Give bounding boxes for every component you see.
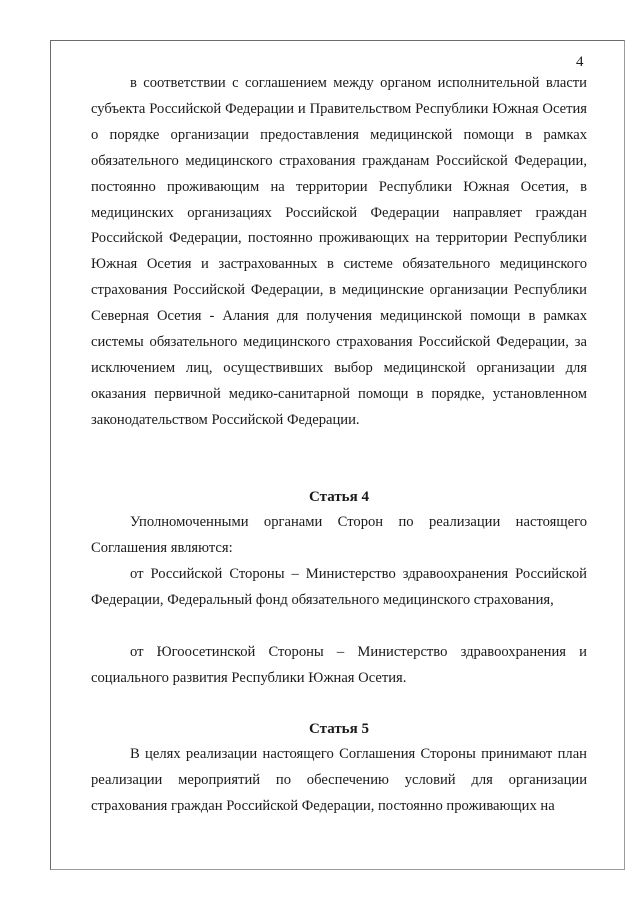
article-4-paragraph-3: от Югоосетинской Стороны – Министерство здравоохранения и социального развития Республики Южная Осетия.: [91, 644, 587, 686]
article-4-paragraph-2: от Российской Стороны – Министерство здравоохранения Российской Федерации, Федеральный фонд обязательного медицинского страхования,: [91, 566, 587, 608]
page-number: 4: [576, 54, 584, 70]
article-4-paragraph-1: Уполномоченными органами Сторон по реализации настоящего Соглашения являются:: [91, 514, 587, 556]
article-5-paragraph-1: В целях реализации настоящего Соглашения Стороны принимают план реализации мероприятий по обеспечению условий для организации страхования граждан Российской Федерации, постоянно проживающих на: [91, 746, 587, 814]
article-4-heading: Статья 4: [309, 489, 369, 505]
article-5-heading: Статья 5: [309, 721, 369, 737]
continuation-paragraph: в соответствии с соглашением между органом исполнительной власти субъекта Российской Федерации и Правительством Республики Южная Осетия о порядке организации предоставления медицинской помощи в рамках обязательного медицинского страхования гражданам Российской Федерации, постоянно проживающим на территории Республики Южная Осетия, в медицинских организациях Российской Федерации направляет граждан Российской Федерации, постоянно проживающих на территории Республики Южная Осетия и застрахованных в системе обязательного медицинского страхования Российской Федерации, в медицинские организации Республики Северная Осетия - Алания для получения медицинской помощи в рамках системы обязательного медицинского страхования Российской Федерации, за исключением лиц, осуществивших выбор медицинской организации для оказания первичной медико-санитарной помощи в порядке, установленном законодательством Российской Федерации.: [91, 75, 587, 428]
